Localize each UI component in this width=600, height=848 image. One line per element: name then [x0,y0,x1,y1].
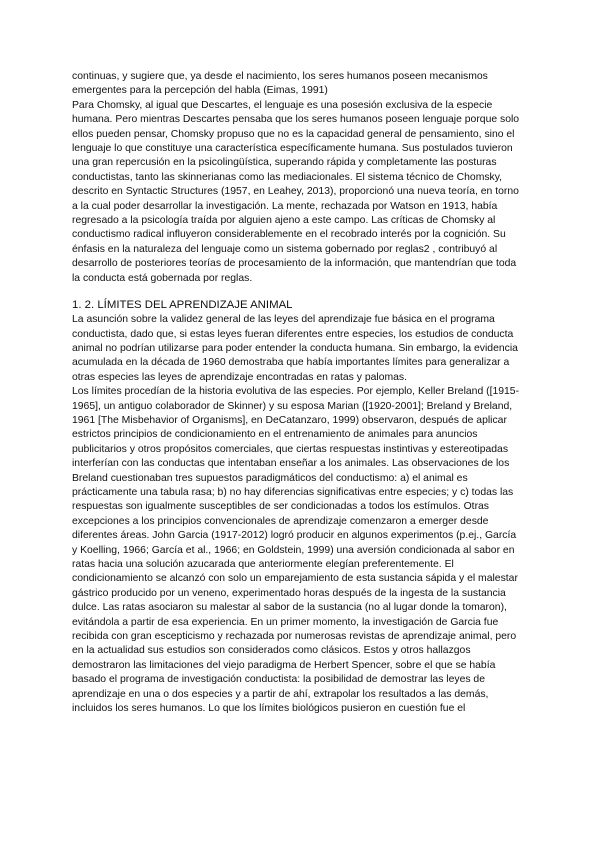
paragraph-continuation: continuas, y sugiere que, ya desde el nacimiento, los seres humanos poseen mecanismos emergentes para la percepción del habla (Eimas, 1991) [72,71,488,97]
paragraph-limites: Los límites procedían de la historia evolutiva de las especies. Por ejemplo, Keller Breland ([1915-1965], un antiguo colaborador de Skinner) y su esposa Marian ([1920-2001]; Breland y Breland, 1961 [The Misbehavior of Organisms], en DeCatanzaro, 1999) observaron, después de aplicar estrictos principios de condicionamiento en el entrenamiento de animales para anuncios publicitarios y otros propósitos comerciales, que ciertas respuestas instintivas y estereotipadas interferían con las conductas que intentaban enseñar a los animales. Las observaciones de los Breland cuestionaban tres supuestos paradigmáticos del conductismo: a) el animal es prácticamente una tabula rasa; b) no hay diferencias significativas entre especies; y c) todas las respuestas son igualmente susceptibles de ser condicionadas a todos los estímulos. Otras excepciones a los principios convencionales de aprendizaje comenzaron a emerger desde diferentes áreas. John Garcia (1917-2012) logró producir en algunos experimentos (p.ej., García y Koelling, 1966; García et al., 1966; en Goldstein, 1999) una aversión condicionada al sabor en ratas hacia una solución azucarada que anteriormente elegían preferentemente. El condicionamiento se alcanzó con solo un emparejamiento de esta sustancia sápida y el malestar gástrico producido por un veneno, experimentado horas después de la ingesta de la sustancia dulce. Las ratas asociaron su malestar al sabor de la sustancia (no al lugar donde la tomaron), evitándola a partir de esa experiencia. En un primer momento, la investigación de Garcia fue recibida con gran escepticismo y rechazada por numerosas revistas de aprendizaje animal, pero en la actualidad sus estudios son considerados como clásicos. Estos y otros hallazgos demostraron las limitaciones del viejo paradigma de Herbert Spencer, sobre el que se había basado el programa de investigación conductista: la posibilidad de demostrar las leyes de aprendizaje en una o dos especies y a partir de ahí, extrapolar los resultados a las demás, incluidos los seres humanos. Lo que los límites biológicos pusieron en cuestión fue el [72,386,520,715]
paragraph-validez: La asunción sobre la validez general de las leyes del aprendizaje fue básica en el programa conductista, dado que, si estas leyes fueran diferentes entre especies, los estudios de conducta animal no podrían utilizarse para poder entender la conducta humana. Sin embargo, la evidencia acumulada en la década de 1960 demostraba que había importantes límites para generalizar a otras especies las leyes de aprendizaje encontradas en ratas y palomas. [72,314,518,383]
paragraph-chomsky: Para Chomsky, al igual que Descartes, el lenguaje es una posesión exclusiva de la especie humana. Pero mientras Descartes pensaba que los seres humanos poseen lenguaje porque solo ellos pueden pensar, Chomsky propuso que no es la capacidad general de pensamiento, sino el lenguaje lo que constituye una característica específicamente humana. Sus postulados tuvieron una gran repercusión en la psicolingüística, superando rápida y completamente las posturas conductistas, tanto las skinnerianas como las mediacionales. El sistema técnico de Chomsky, descrito en Syntactic Structures (1957, en Leahey, 2013), proporcionó una nueva teoría, en torno a la cual poder desarrollar la investigación. La mente, rechazada por Watson en 1913, había regresado a la psicología traída por alguien ajeno a este campo. Las críticas de Chomsky al conductismo radical influyeron considerablemente en el recobrado interés por la cognición. Su énfasis en la naturaleza del lenguaje como un sistema gobernado por reglas2 , contribuyó al desarrollo de posteriores teorías de procesamiento de la información, que mantendrían que toda la conducta está gobernada por reglas. [72,99,520,284]
section-heading: 1. 2. LÍMITES DEL APRENDIZAJE ANIMAL [72,299,293,312]
document-page [72,70,524,716]
